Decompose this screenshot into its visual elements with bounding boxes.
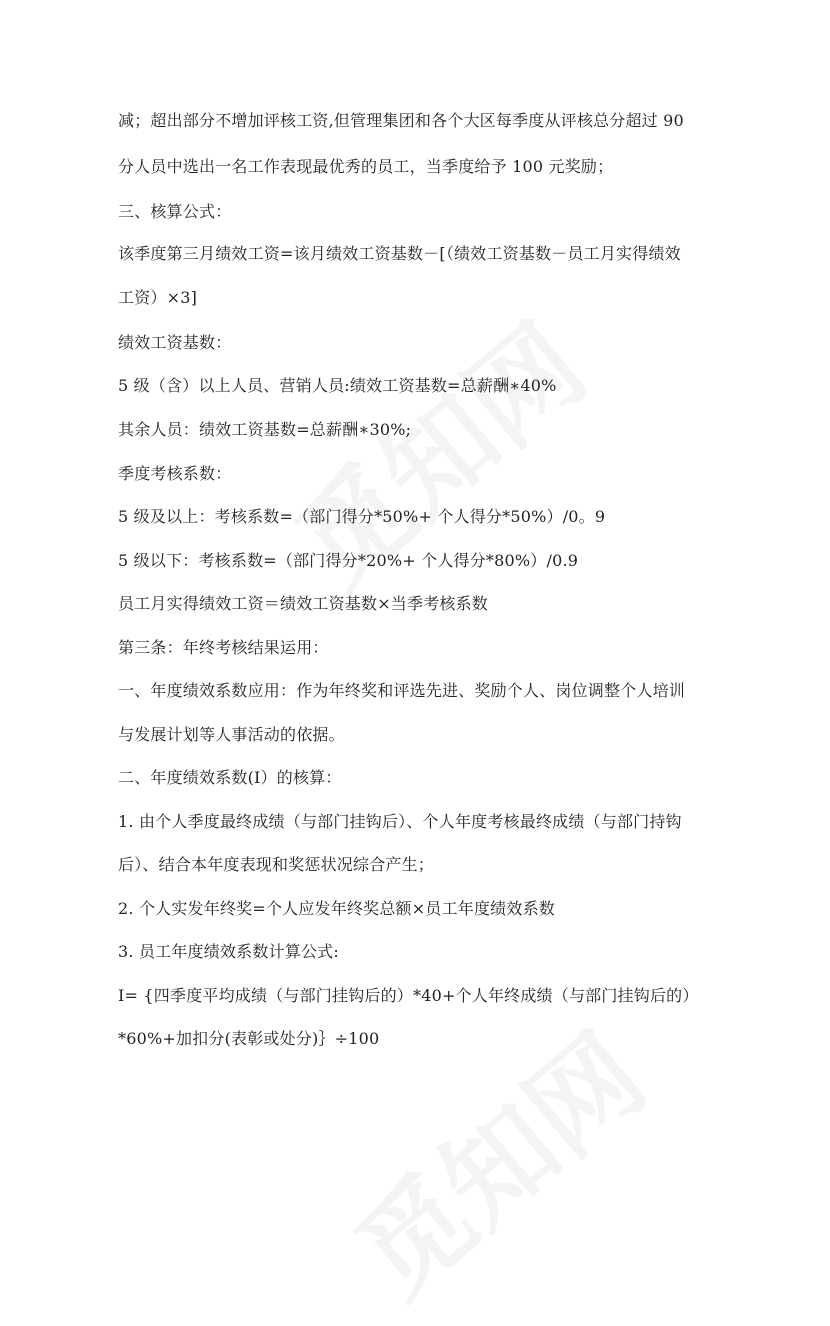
section-heading: 二、年度绩效系数(I）的核算：: [118, 768, 342, 787]
text-line: 分人员中选出一名工作表现最优秀的员工，当季度给予 100 元奖励；: [118, 157, 614, 176]
text-line: 绩效工资基数：: [118, 333, 232, 352]
text-line: I= {四季度平均成绩（与部门挂钩后的）*40+个人年终成绩（与部门挂钩后的）: [118, 986, 699, 1005]
text-line: 其余人员：绩效工资基数=总薪酬∗30%;: [118, 420, 412, 439]
text-line: 2. 个人实发年终奖=个人应发年终奖总额×员工年度绩效系数: [118, 899, 555, 918]
section-heading: 三、核算公式：: [118, 202, 232, 221]
text-line: 工资）×3]: [118, 288, 198, 307]
section-heading: 第三条：年终考核结果运用：: [118, 638, 329, 657]
text-line: 1. 由个人季度最终成绩（与部门挂钩后）、个人年度考核最终成绩（与部门持钩: [118, 812, 682, 831]
text-line: 5 级（含）以上人员、营销人员:绩效工资基数=总薪酬∗40%: [118, 376, 557, 395]
text-line: 3. 员工年度绩效系数计算公式:: [118, 942, 339, 961]
text-line: 后）、结合本年度表现和奖惩状况综合产生；: [118, 855, 435, 874]
text-line: 一、年度绩效系数应用：作为年终奖和评选先进、奖励个人、岗位调整个人培训: [118, 681, 686, 700]
text-line: 5 级及以上：考核系数=（部门得分*50%+ 个人得分*50%）/0。9: [118, 507, 606, 526]
text-line: 与发展计划等人事活动的依据。: [118, 725, 345, 744]
text-line: 员工月实得绩效工资＝绩效工资基数×当季考核系数: [118, 594, 489, 613]
text-line: 5 级以下：考核系数=（部门得分*20%+ 个人得分*80%）/0.9: [118, 551, 579, 570]
text-line: 该季度第三月绩效工资=该月绩效工资基数－[（绩效工资基数－员工月实得绩效: [118, 244, 681, 263]
text-line: *60%+加扣分(表彰或处分)｝÷100: [118, 1029, 380, 1048]
text-line: 减；超出部分不增加评核工资,但管理集团和各个大区每季度从评核总分超过 90: [118, 111, 684, 130]
text-line: 季度考核系数：: [118, 464, 232, 483]
